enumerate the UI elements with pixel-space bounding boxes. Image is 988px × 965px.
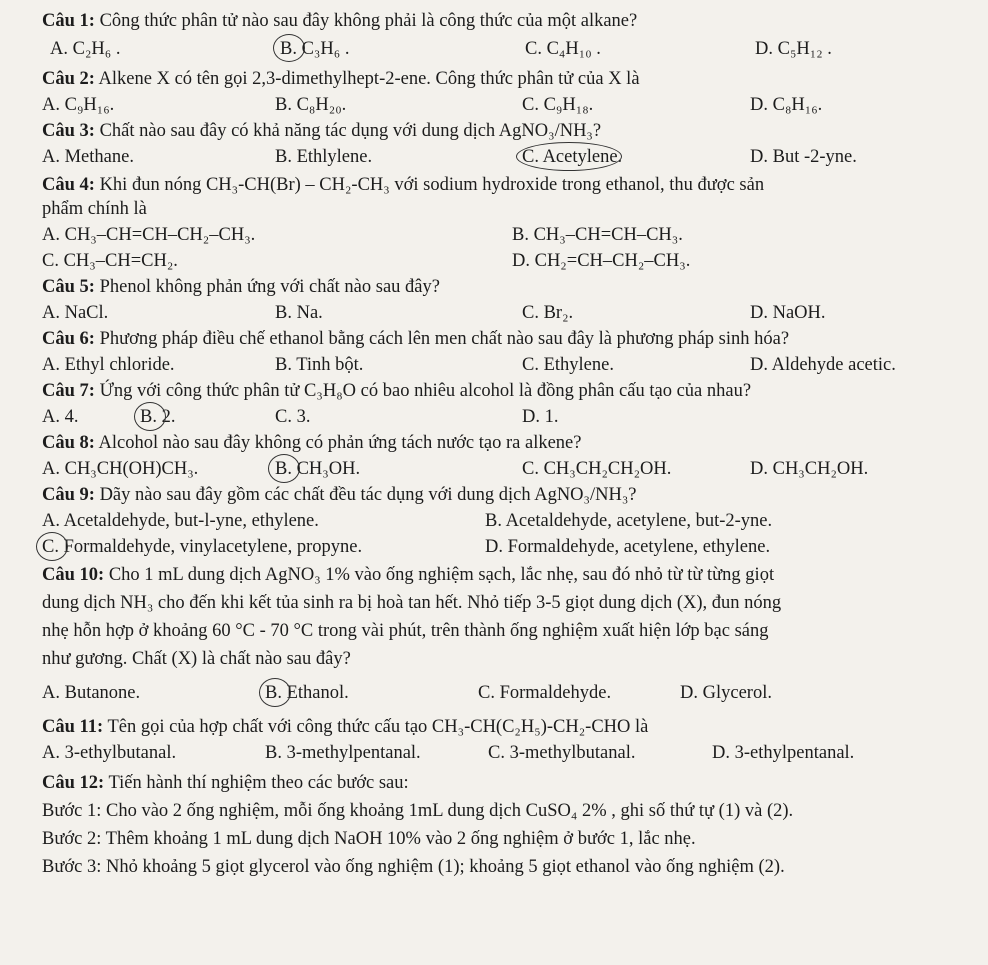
option-a: A. 3-ethylbutanal. (42, 743, 177, 763)
option-c: C. 3-methylbutanal. (488, 743, 636, 763)
question-text: Tên gọi của hợp chất với công thức cấu tạo CH₃-CH(C₂H₅)-CH₂-CHO là (107, 717, 649, 737)
question-text: Cho 1 mL dung dịch AgNO₃ 1% vào ống nghiệm sạch, lắc nhẹ, sau đó nhỏ từ từ từng giọt (108, 565, 775, 585)
option-a: A. CH₃–CH=CH–CH₂–CH₃. (42, 225, 256, 245)
question-number: Câu 1: (42, 11, 95, 31)
option-a: A. Butanone. (42, 683, 141, 703)
question-number: Câu 4: (42, 175, 95, 195)
option-c: C. CH₃CH₂CH₂OH. (522, 459, 672, 479)
question-text: Khi đun nóng CH₃-CH(Br) – CH₂-CH₃ với sodium hydroxide trong ethanol, thu được sản (99, 175, 765, 195)
question-text: Phương pháp điều chế ethanol bằng cách lên men chất nào sau đây là phương pháp sinh hóa? (99, 329, 790, 349)
option-d: D. Aldehyde acetic. (750, 355, 896, 375)
procedure-step: Bước 3: Nhỏ khoảng 5 giọt glycerol vào ống nghiệm (1); khoảng 5 giọt ethanol vào ống nghiệm (2). (42, 857, 785, 877)
question-text: Dãy nào sau đây gồm các chất đều tác dụng với dung dịch AgNO₃/NH₃? (99, 485, 637, 505)
option-c: C. Br₂. (522, 303, 574, 323)
question-number: Câu 5: (42, 277, 95, 297)
answer-circle-mark (259, 678, 291, 707)
option-d: D. CH₂=CH–CH₂–CH₃. (512, 251, 691, 271)
answer-circle-mark (268, 454, 300, 483)
option-b: B. Ethlylene. (275, 147, 373, 167)
question-number: Câu 3: (42, 121, 95, 141)
question-number: Câu 7: (42, 381, 95, 401)
question-text-continued: phẩm chính là (42, 199, 147, 219)
question-text: Alcohol nào sau đây không có phản ứng tách nước tạo ra alkene? (98, 433, 582, 453)
question-text-continued: dung dịch NH₃ cho đến khi kết tủa sinh ra bị hoà tan hết. Nhỏ tiếp 3-5 giọt dung dịch (X), đun nóng (42, 593, 782, 613)
option-b: B. C₈H₂₀. (275, 95, 347, 115)
option-a: A. Ethyl chloride. (42, 355, 175, 375)
option-d: D. Glycerol. (680, 683, 772, 703)
question-number: Câu 12: (42, 773, 105, 793)
question-text-continued: như gương. Chất (X) là chất nào sau đây? (42, 649, 351, 669)
option-b: B. 3-methylpentanal. (265, 743, 421, 763)
option-a: A. C₉H₁₆. (42, 95, 115, 115)
option-d: D. Formaldehyde, acetylene, ethylene. (485, 537, 771, 557)
option-c: C. Formaldehyde, vinylacetylene, propyne. (42, 537, 363, 557)
option-a: A. Acetaldehyde, but-l-yne, ethylene. (42, 511, 319, 531)
question-number: Câu 9: (42, 485, 95, 505)
option-d: D. NaOH. (750, 303, 826, 323)
question-9 (42, 484, 637, 506)
option-b: B. Na. (275, 303, 323, 323)
option-d: D. CH₃CH₂OH. (750, 459, 869, 479)
question-number: Câu 6: (42, 329, 95, 349)
question-6 (42, 328, 789, 350)
option-c: C. C₄H₁₀ . (525, 39, 601, 59)
option-b: B. CH₃OH. (275, 459, 361, 479)
question-4 (42, 174, 764, 196)
option-c: C. C₉H₁₈. (522, 95, 594, 115)
option-a: A. CH₃CH(OH)CH₃. (42, 459, 199, 479)
question-3 (42, 120, 601, 142)
question-11 (42, 716, 648, 738)
procedure-step: Bước 2: Thêm khoảng 1 mL dung dịch NaOH 10% vào 2 ống nghiệm ở bước 1, lắc nhẹ. (42, 829, 696, 849)
option-b: B. 2. (140, 407, 176, 427)
answer-circle-mark (273, 34, 305, 62)
question-number: Câu 10: (42, 565, 105, 585)
question-text-continued: nhẹ hỗn hợp ở khoảng 60 °C - 70 °C trong vài phút, trên thành ống nghiệm xuất hiện lớp bạc sáng (42, 621, 769, 641)
question-12 (42, 772, 409, 794)
option-d: D. 1. (522, 407, 559, 427)
option-a: A. Methane. (42, 147, 134, 167)
question-text: Công thức phân tử nào sau đây không phải là công thức của một alkane? (99, 11, 638, 31)
option-d: D. But -2-yne. (750, 147, 857, 167)
option-c: C. Acetylene. (522, 147, 623, 167)
question-number: Câu 11: (42, 717, 104, 737)
question-number: Câu 2: (42, 69, 95, 89)
question-1 (42, 10, 637, 32)
option-d: D. C₅H₁₂ . (755, 39, 832, 59)
option-c: C. Ethylene. (522, 355, 614, 375)
procedure-step: Bước 1: Cho vào 2 ống nghiệm, mỗi ống khoảng 1mL dung dịch CuSO₄ 2% , ghi số thứ tự (1) và (2). (42, 801, 794, 821)
option-b: B. Ethanol. (265, 683, 349, 703)
option-a: A. C₂H₆ . (50, 39, 121, 59)
question-5 (42, 276, 440, 298)
option-b: B. Tinh bột. (275, 355, 364, 375)
answer-circle-mark (134, 402, 166, 431)
option-b: B. C₃H₆ . (280, 39, 350, 59)
question-text: Chất nào sau đây có khả năng tác dụng với dung dịch AgNO₃/NH₃? (99, 121, 602, 141)
answer-circle-mark (516, 142, 622, 171)
option-c: C. 3. (275, 407, 311, 427)
question-10 (42, 564, 774, 586)
option-b: B. Acetaldehyde, acetylene, but-2-yne. (485, 511, 773, 531)
option-c: C. CH₃–CH=CH₂. (42, 251, 178, 271)
option-d: D. 3-ethylpentanal. (712, 743, 855, 763)
option-d: D. C₈H₁₆. (750, 95, 823, 115)
option-a: A. 4. (42, 407, 79, 427)
option-a: A. NaCl. (42, 303, 109, 323)
option-c: C. Formaldehyde. (478, 683, 612, 703)
question-text: Ứng với công thức phân tử C₃H₈O có bao nhiêu alcohol là đồng phân cấu tạo của nhau? (99, 381, 752, 401)
question-text: Tiến hành thí nghiệm theo các bước sau: (108, 773, 409, 793)
option-b: B. CH₃–CH=CH–CH₃. (512, 225, 683, 245)
question-7 (42, 380, 751, 402)
answer-circle-mark (36, 532, 68, 561)
question-8 (42, 432, 581, 454)
question-text: Phenol không phản ứng với chất nào sau đây? (99, 277, 440, 297)
question-text: Alkene X có tên gọi 2,3-dimethylhept-2-ene. Công thức phân tử của X là (98, 69, 640, 89)
question-number: Câu 8: (42, 433, 95, 453)
question-2 (42, 68, 640, 90)
